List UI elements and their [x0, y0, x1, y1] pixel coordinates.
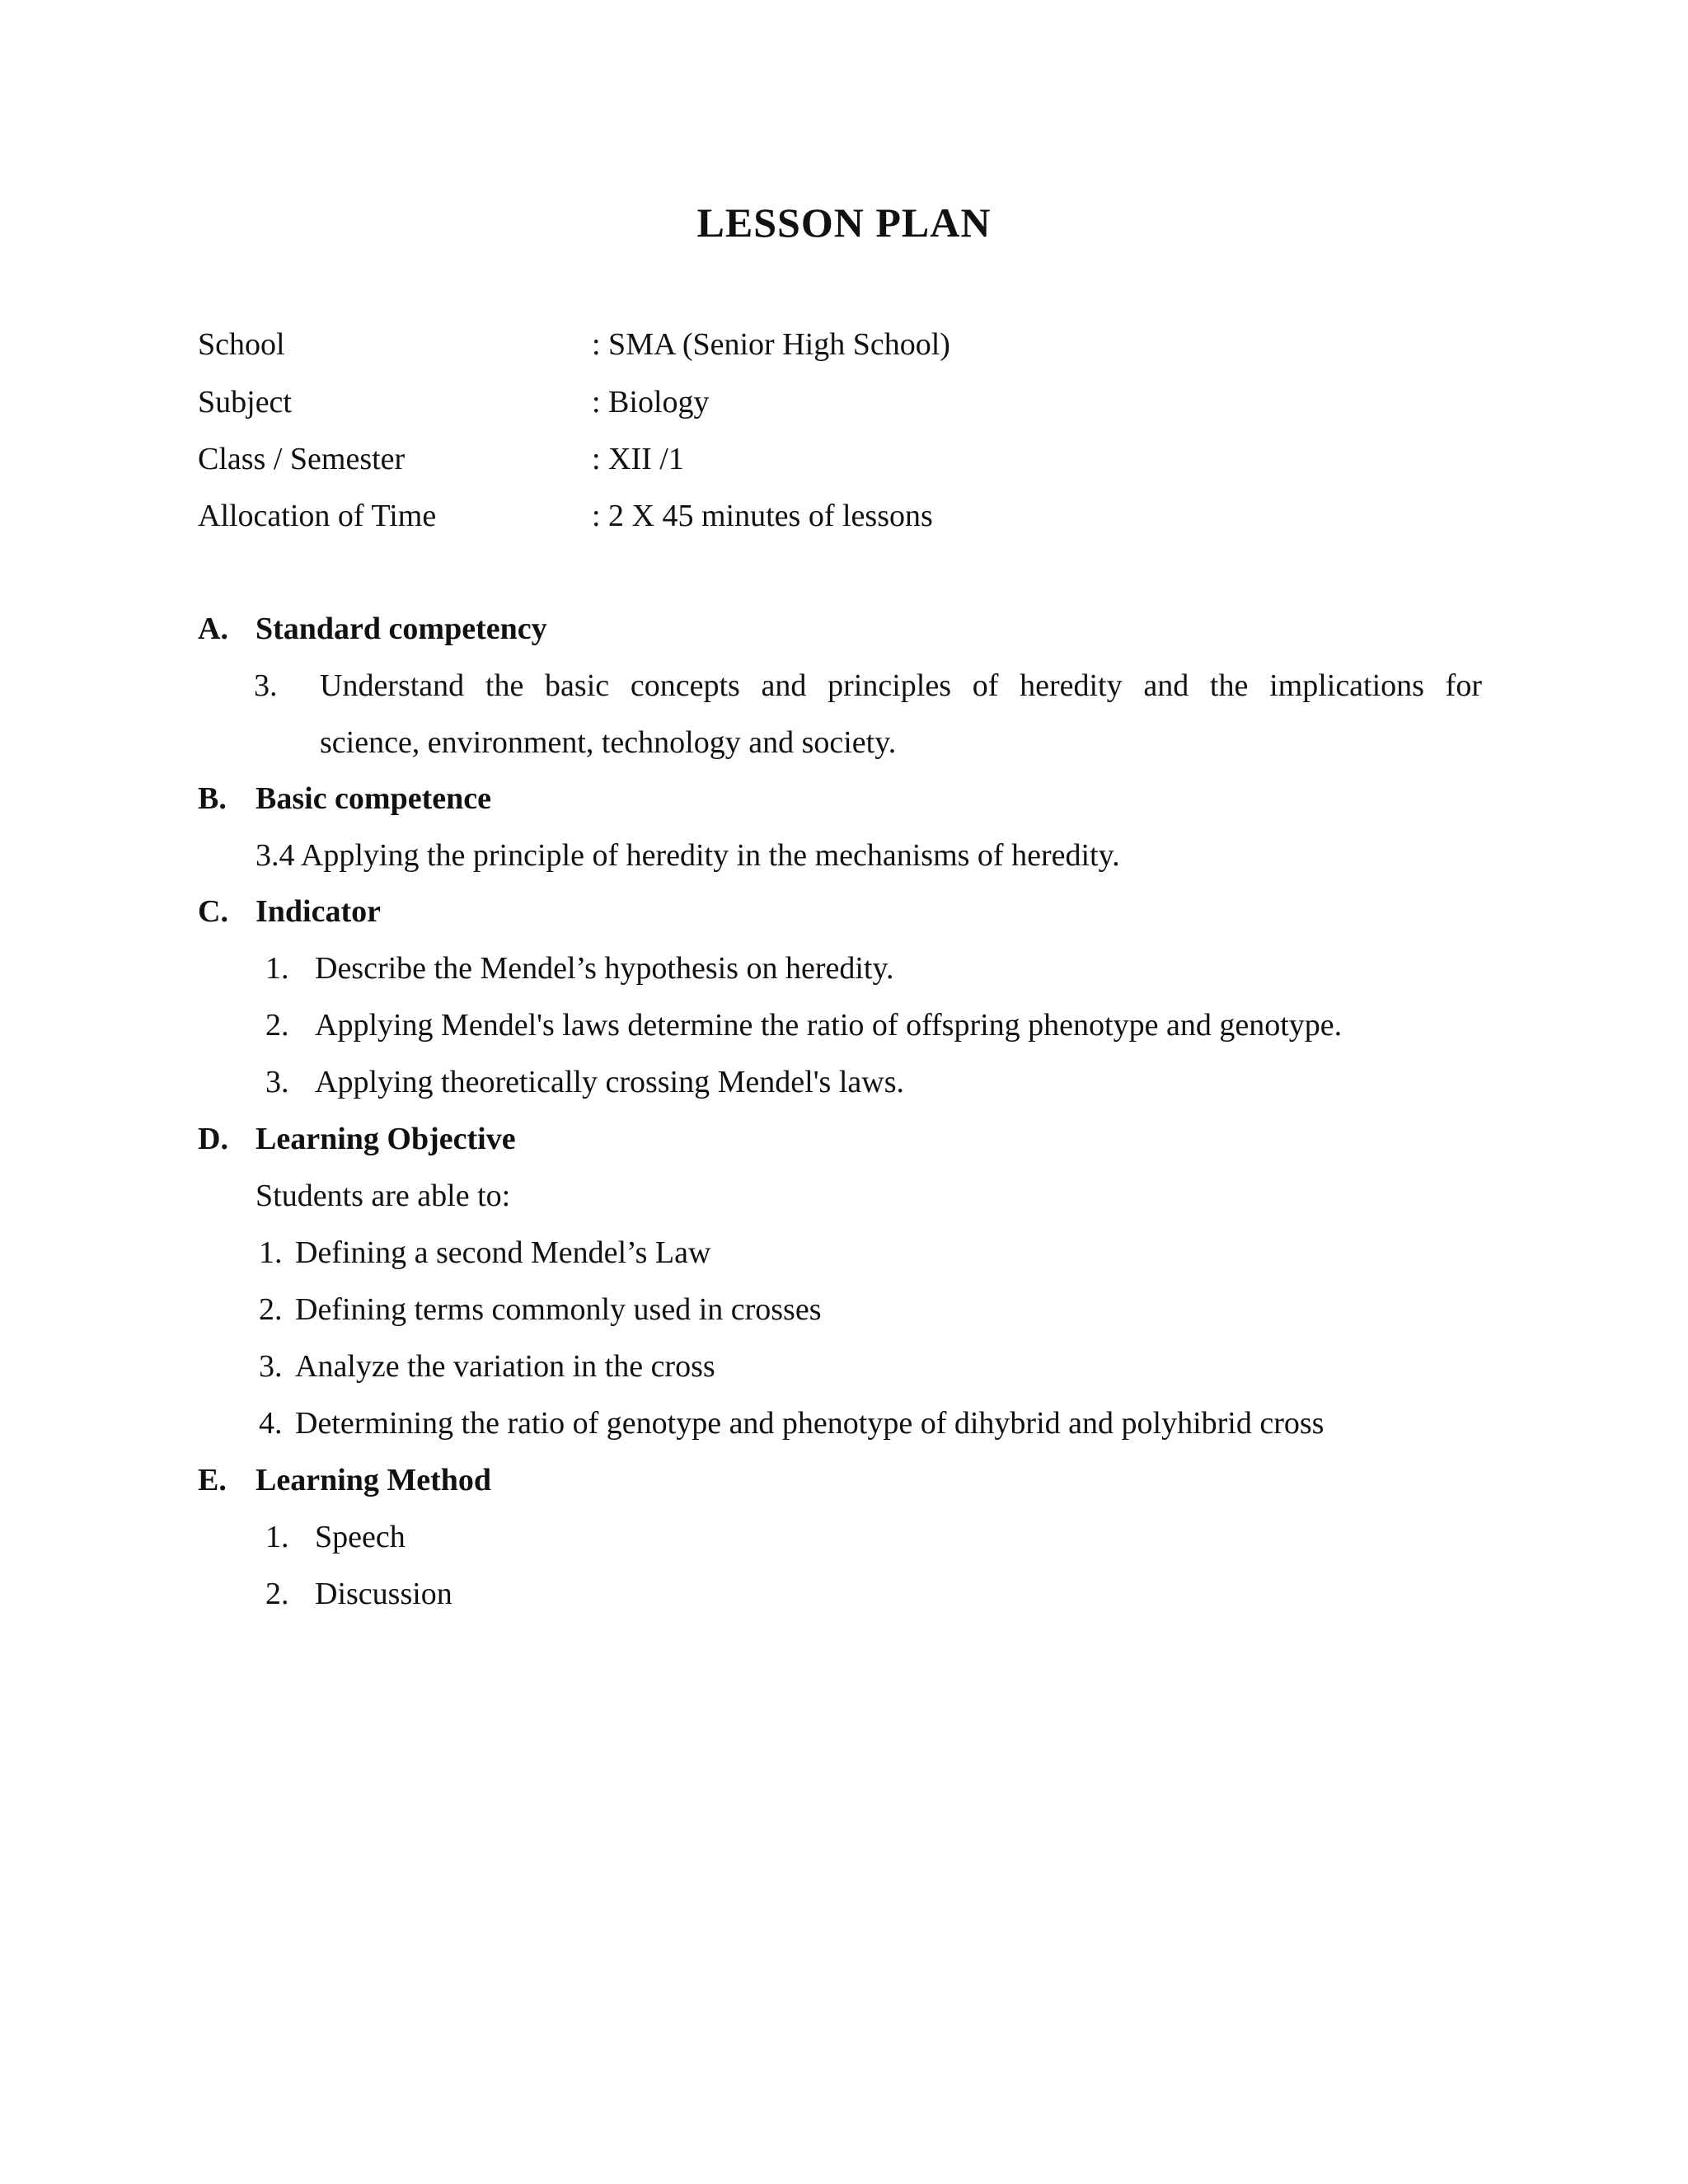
section-letter: E. — [198, 1463, 227, 1497]
section-a-item-line-1: Understand the basic concepts and principles of heredity and the implications for — [320, 668, 1482, 703]
list-number: 3. — [254, 668, 278, 703]
section-letter: D. — [198, 1122, 228, 1156]
info-value: : XII /1 — [592, 442, 684, 476]
info-value: : 2 X 45 minutes of lessons — [592, 499, 933, 533]
info-value: : SMA (Senior High School) — [592, 327, 950, 362]
section-title: Standard competency — [256, 612, 547, 646]
info-label: Subject — [198, 385, 292, 419]
section-letter: C. — [198, 894, 228, 929]
list-text: Applying theoretically crossing Mendel's laws. — [315, 1065, 904, 1099]
list-number: 1. — [265, 1520, 289, 1554]
section-title: Basic competence — [256, 781, 491, 816]
info-label: Allocation of Time — [198, 499, 437, 533]
list-text: Determining the ratio of genotype and phenotype of dihybrid and polyhibrid cross — [295, 1406, 1325, 1441]
section-title: Learning Method — [256, 1463, 492, 1497]
section-title: Learning Objective — [256, 1122, 516, 1156]
list-text: science, environment, technology and society. — [320, 725, 897, 760]
list-text: Defining a second Mendel’s Law — [295, 1235, 711, 1270]
list-number: 1. — [265, 951, 289, 986]
list-number: 4. — [259, 1406, 283, 1441]
section-letter: B. — [198, 781, 227, 816]
list-number: 3. — [265, 1065, 289, 1099]
info-row-subject — [198, 377, 1599, 427]
list-number: 2. — [265, 1577, 289, 1611]
list-text: Describe the Mendel’s hypothesis on heredity. — [315, 951, 894, 986]
info-label: Class / Semester — [198, 442, 406, 476]
info-label: School — [198, 327, 285, 362]
list-text: Applying Mendel's laws determine the ratio of offspring phenotype and genotype. — [315, 1008, 1343, 1043]
list-text: Speech — [315, 1520, 406, 1554]
info-row-allocation-of-time — [198, 491, 1599, 541]
list-text: Defining terms commonly used in crosses — [295, 1292, 822, 1327]
list-number: 2. — [259, 1292, 283, 1327]
list-text: Discussion — [315, 1577, 452, 1611]
info-value: : Biology — [592, 385, 710, 419]
section-letter: A. — [198, 612, 228, 646]
info-row-class-semester — [198, 434, 1599, 484]
list-number: 3. — [259, 1349, 283, 1384]
list-number: 2. — [265, 1008, 289, 1043]
list-number: 1. — [259, 1235, 283, 1270]
paragraph-text: Students are able to: — [256, 1179, 511, 1213]
info-row-school — [198, 320, 1599, 369]
paragraph-text: 3.4 Applying the principle of heredity in the mechanisms of heredity. — [256, 838, 1120, 873]
section-title: Indicator — [256, 894, 381, 929]
page-title: LESSON PLAN — [696, 199, 992, 246]
list-text: Analyze the variation in the cross — [295, 1349, 715, 1384]
